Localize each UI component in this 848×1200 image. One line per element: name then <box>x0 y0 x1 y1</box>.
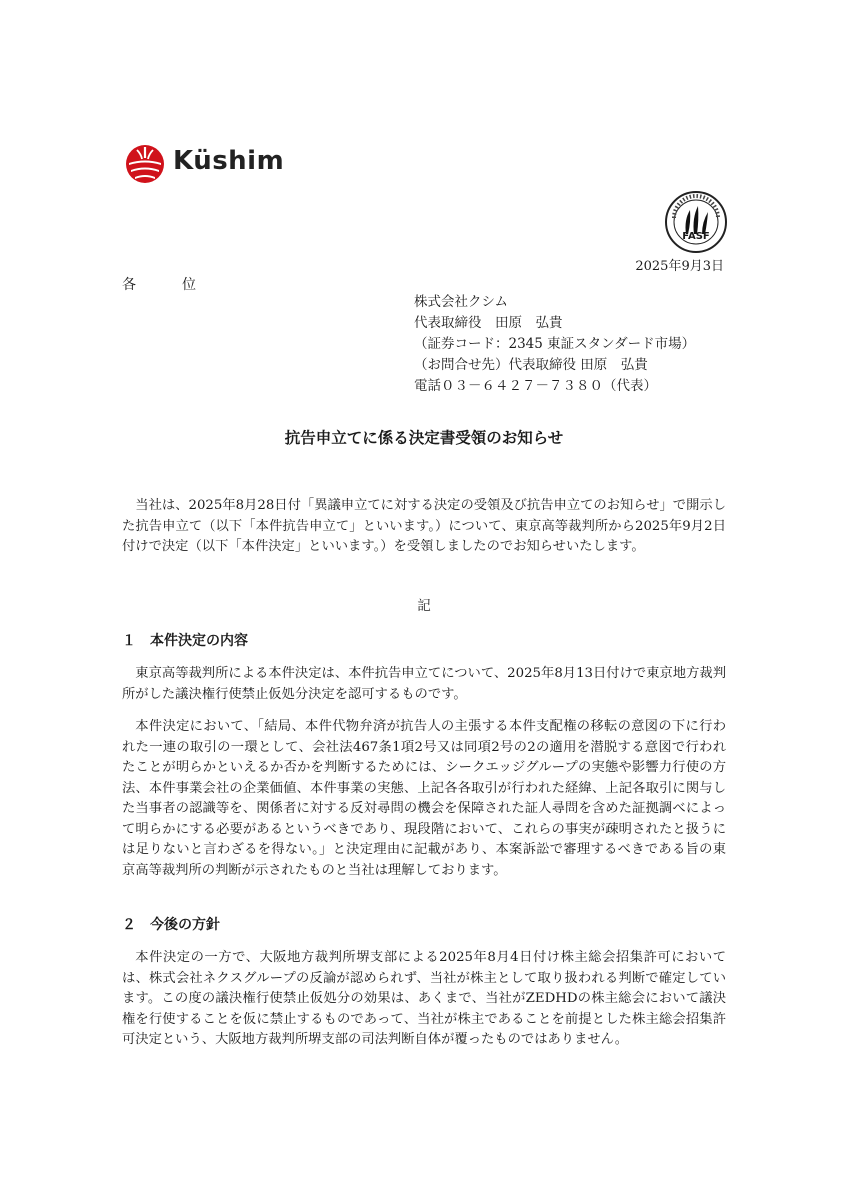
section-1-heading <box>122 630 248 650</box>
company-name: 株式会社クシム <box>414 294 508 310</box>
logo-mark-icon <box>125 144 165 184</box>
paragraph-text: 本件決定において、「結局、本件代物弁済が抗告人の主張する本件支配権の移転の意図の下に行われた一連の取引の一環として、会社法467条1項2号又は同項2号の2の適用を潜脱する意図で行われたことが明らかといえるか否かを判断するためには、シークエッジグループの実態や影響力行使の方法、本件事業会社の企業価値、本件事業の実態、上記各各取引が行われた経緯、上記各取引に関与した当事者の認識等を、関係者に対する反対尋問の機会を保障された証人尋問を含めた証拠調べによって明らかにする必要があるというべきであり、現段階において、これらの事実が疎明されたと扱うには足りないと言わざるを得ない。」と決定理由に記載があり、本案訴訟で審理するべきである旨の東京高等裁判所の判断が示されたものと当社は理解しております。 <box>122 719 726 878</box>
section-1-paragraph-1 <box>122 664 726 705</box>
contact-phone: 電話０３－６４２７－７３８０（代表） <box>414 378 657 394</box>
document-date: 2025年9月3日 <box>635 259 724 274</box>
sender-block <box>414 292 695 397</box>
section-number: １ <box>122 633 136 649</box>
section-title: 今後の方針 <box>150 917 220 933</box>
ki-marker: 記 <box>417 598 431 614</box>
fasf-seal-icon <box>664 190 728 254</box>
securities-code: （証券コード：2345 東証スタンダード市場） <box>414 336 696 352</box>
intro-paragraph <box>122 496 726 558</box>
contact-person: （お問合せ先）代表取締役 田原 弘貴 <box>414 357 648 373</box>
company-logo <box>125 144 295 188</box>
intro-text: 当社は、2025年8月28日付「異議申立てに対する決定の受領及び抗告申立てのお知らせ」で開示した抗告申立て（以下「本件抗告申立て」といいます。）について、東京高等裁判所から2025年9月2日付けで決定（以下「本件決定」といいます。）を受領しましたのでお知らせいたします。 <box>122 498 726 554</box>
section-2-paragraph-1 <box>122 948 726 1051</box>
section-title: 本件決定の内容 <box>150 633 248 649</box>
addressee <box>122 274 196 294</box>
addressee-char: 位 <box>182 277 196 293</box>
representative: 代表取締役 田原 弘貴 <box>414 315 563 331</box>
section-2-heading <box>122 914 220 934</box>
logo-text: Küshim <box>173 146 285 176</box>
section-1-paragraph-2 <box>122 717 726 881</box>
addressee-char: 各 <box>122 277 136 293</box>
seal-label: FASF <box>682 231 710 242</box>
fasf-seal <box>664 190 728 254</box>
document-title: 抗告申立てに係る決定書受領のお知らせ <box>284 429 564 447</box>
paragraph-text: 本件決定の一方で、大阪地方裁判所堺支部による2025年8月4日付け株主総会招集許可においては、株式会社ネクスグループの反論が認められず、当社が株主として取り扱われる判断で確定しています。この度の議決権行使禁止仮処分の効果は、あくまで、当社がZEDHDの株主総会において議決権を行使することを仮に禁止するものであって、当社が株主であることを前提とした株主総会招集許可決定という、大阪地方裁判所堺支部の司法判断自体が覆ったものではありません。 <box>122 950 726 1047</box>
section-number: ２ <box>122 917 136 933</box>
paragraph-text: 東京高等裁判所による本件決定は、本件抗告申立てについて、2025年8月13日付けで東京地方裁判所がした議決権行使禁止仮処分決定を認可するものです。 <box>122 666 726 702</box>
